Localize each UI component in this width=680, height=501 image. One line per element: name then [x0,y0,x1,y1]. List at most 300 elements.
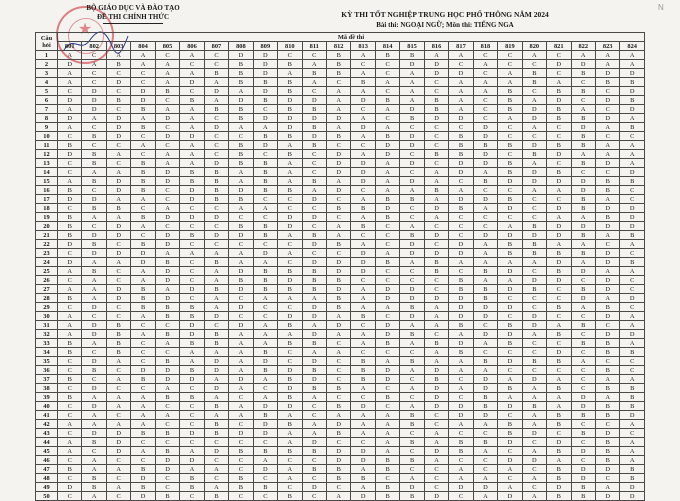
table-row [36,321,645,330]
answer-cell: B [498,321,522,330]
corner-mark: N [658,3,664,12]
answer-cell: D [253,87,277,96]
answer-cell: B [106,321,130,330]
answer-cell: C [498,294,522,303]
answer-cell: D [595,258,619,267]
answer-cell: D [106,222,130,231]
answer-cell: D [278,222,302,231]
answer-cell: D [302,312,326,321]
answer-cell: A [106,357,130,366]
answer-cell: C [204,132,228,141]
answer-cell: B [620,231,645,240]
answer-cell: A [400,321,424,330]
answer-cell: A [424,348,448,357]
answer-cell: D [106,78,130,87]
table-row [36,159,645,168]
answer-cell: C [595,168,619,177]
answer-cell: A [326,231,350,240]
answer-cell: A [278,411,302,420]
answer-cell: B [400,411,424,420]
answer-cell: A [131,141,155,150]
answer-cell: C [106,276,130,285]
exam-code-cell: 822 [571,42,595,51]
answer-cell: C [498,186,522,195]
answer-cell: D [106,123,130,132]
answer-cell: A [375,123,399,132]
answer-cell: A [522,159,546,168]
answer-cell: B [547,87,571,96]
answer-cell: A [400,384,424,393]
exam-code-cell: 816 [424,42,448,51]
answer-cell: B [278,186,302,195]
answer-cell: C [82,375,106,384]
answer-cell: C [522,483,546,492]
answer-cell: B [547,492,571,501]
answer-cell: D [620,105,645,114]
answer-cell: A [547,213,571,222]
answer-cell: C [204,51,228,60]
question-number: 4 [36,78,58,87]
answer-cell: B [595,384,619,393]
answer-cell: B [131,294,155,303]
answer-cell: D [278,123,302,132]
answer-cell: B [302,366,326,375]
answer-cell: C [180,60,204,69]
answer-cell: C [253,384,277,393]
question-number: 45 [36,447,58,456]
answer-cell: B [131,303,155,312]
answer-cell: A [58,420,82,429]
exam-code-cell: 809 [253,42,277,51]
answer-cell: B [106,330,130,339]
answer-cell: A [253,330,277,339]
answer-cell: A [351,213,375,222]
answer-cell: A [180,69,204,78]
answer-cell: D [449,69,473,78]
answer-cell: D [155,366,179,375]
answer-cell: A [155,159,179,168]
answer-cell: A [498,69,522,78]
answer-cell: B [131,213,155,222]
answer-cell: C [326,483,350,492]
table-row [36,213,645,222]
answer-cell: A [82,168,106,177]
exam-code-cell: 803 [106,42,130,51]
answer-cell: C [302,159,326,168]
answer-cell: B [253,483,277,492]
answer-cell: C [302,456,326,465]
answer-cell: D [547,150,571,159]
answer-cell: D [547,60,571,69]
answer-cell: A [473,366,497,375]
answer-cell: B [82,240,106,249]
answer-cell: A [58,330,82,339]
answer-cell: A [131,60,155,69]
answer-cell: B [351,78,375,87]
answer-cell: D [473,159,497,168]
answer-cell: A [106,465,130,474]
answer-cell: B [498,240,522,249]
answer-cell: A [82,294,106,303]
answer-cell: B [106,339,130,348]
answer-cell: C [620,303,645,312]
answer-cell: A [473,168,497,177]
answer-cell: B [473,402,497,411]
answer-cell: B [229,114,253,123]
answer-cell: C [522,267,546,276]
answer-cell: A [326,411,350,420]
answer-cell: C [571,330,595,339]
answer-cell: B [278,447,302,456]
answer-cell: A [106,393,130,402]
answer-cell: C [106,411,130,420]
question-number: 31 [36,321,58,330]
answer-cell: D [424,393,448,402]
answer-cell: C [155,348,179,357]
answer-cell: C [595,420,619,429]
answer-cell: B [106,348,130,357]
answer-cell: A [375,429,399,438]
answer-cell: B [375,339,399,348]
answer-cell: B [278,267,302,276]
answer-cell: A [449,78,473,87]
answer-cell: B [522,78,546,87]
answer-cell: A [571,51,595,60]
answer-cell: A [131,276,155,285]
answer-cell: D [253,60,277,69]
question-number: 37 [36,375,58,384]
answer-cell: B [571,249,595,258]
answer-cell: A [58,312,82,321]
answer-cell: D [498,267,522,276]
answer-cell: B [400,195,424,204]
answer-cell: A [449,258,473,267]
answer-cell: A [424,429,448,438]
answer-cell: A [424,456,448,465]
answer-cell: C [253,213,277,222]
answer-cell: D [547,177,571,186]
answer-cell: A [498,222,522,231]
answer-cell: B [278,132,302,141]
answer-cell: A [155,384,179,393]
table-row [36,393,645,402]
answer-cell: D [498,330,522,339]
answer-cell: B [449,438,473,447]
answer-cell: D [595,276,619,285]
answer-cell: B [278,375,302,384]
answer-cell: D [473,411,497,420]
answer-cell: A [278,159,302,168]
answer-cell: C [326,339,350,348]
answer-cell: C [180,492,204,501]
answer-cell: B [620,177,645,186]
answer-cell: B [547,141,571,150]
answer-cell: B [82,204,106,213]
answer-cell: D [180,375,204,384]
answer-cell: D [595,249,619,258]
answer-cell: C [155,51,179,60]
answer-cell: B [620,465,645,474]
answer-cell: A [620,321,645,330]
answer-cell: A [449,420,473,429]
answer-cell: C [58,357,82,366]
answer-cell: A [58,177,82,186]
answer-cell: C [498,123,522,132]
answer-cell: B [473,141,497,150]
answer-cell: D [302,303,326,312]
answer-cell: C [571,276,595,285]
answer-cell: B [424,375,448,384]
question-number: 22 [36,240,58,249]
answer-cell: A [522,384,546,393]
exam-code-cell: 823 [595,42,619,51]
answer-cell: C [58,411,82,420]
answer-cell: C [58,366,82,375]
answer-cell: C [400,168,424,177]
answer-cell: C [424,132,448,141]
table-row [36,492,645,501]
answer-cell: B [449,276,473,285]
answer-cell: D [571,447,595,456]
answer-cell: C [424,276,448,285]
answer-cell: C [180,384,204,393]
question-number: 43 [36,429,58,438]
answer-cell: C [620,195,645,204]
answer-cell: A [351,285,375,294]
answer-cell: C [58,384,82,393]
answer-cell: C [58,474,82,483]
table-row [36,105,645,114]
answer-cell: C [571,375,595,384]
answer-cell: B [204,195,228,204]
answer-cell: B [547,105,571,114]
exam-code-cell: 806 [180,42,204,51]
answer-cell: A [400,258,424,267]
answer-cell: B [424,258,448,267]
answer-cell: A [82,393,106,402]
answer-cell: A [106,195,130,204]
answer-cell: D [547,276,571,285]
answer-cell: D [351,258,375,267]
question-number: 30 [36,312,58,321]
table-row [36,276,645,285]
answer-cell: B [229,60,253,69]
answer-cell: B [58,339,82,348]
answer-cell: B [400,114,424,123]
answer-cell: B [473,267,497,276]
answer-cell: A [326,492,350,501]
answer-cell: A [131,51,155,60]
answer-cell: B [229,69,253,78]
answer-cell: A [58,267,82,276]
answer-cell: B [351,312,375,321]
answer-cell: B [326,429,350,438]
answer-cell: A [131,420,155,429]
answer-cell: D [424,366,448,375]
answer-cell: D [522,177,546,186]
answer-cell: C [58,159,82,168]
answer-cell: D [473,123,497,132]
answer-cell: A [449,186,473,195]
answer-cell: D [326,150,350,159]
answer-cell: A [595,123,619,132]
answer-cell: A [473,204,497,213]
answer-cell: C [375,402,399,411]
answer-cell: B [522,222,546,231]
answer-cell: D [620,213,645,222]
answer-cell: C [498,474,522,483]
answer-cell: D [595,429,619,438]
answer-cell: C [522,339,546,348]
answer-cell: B [229,474,253,483]
answer-cell: D [595,96,619,105]
answer-cell: A [498,78,522,87]
answer-cell: A [522,411,546,420]
answer-cell: C [326,78,350,87]
answer-cell: C [253,438,277,447]
table-row [36,474,645,483]
answer-cell: B [498,96,522,105]
answer-cell: B [547,114,571,123]
exam-code-cell: 821 [547,42,571,51]
answer-cell: C [58,249,82,258]
answer-cell: B [82,483,106,492]
answer-cell: A [204,393,228,402]
answer-cell: C [229,492,253,501]
answer-cell: D [571,474,595,483]
answer-cell: B [82,438,106,447]
answer-cell: B [449,141,473,150]
answer-cell: B [204,105,228,114]
answer-cell: A [449,96,473,105]
answer-cell: D [595,159,619,168]
answer-cell: B [229,159,253,168]
answer-cell: A [204,303,228,312]
answer-cell: D [253,114,277,123]
answer-cell: B [498,384,522,393]
answer-cell: A [498,465,522,474]
answer-cell: C [58,402,82,411]
answer-cell: B [595,438,619,447]
answer-cell: A [278,69,302,78]
answer-cell: B [571,195,595,204]
answer-cell: B [229,141,253,150]
answer-cell: C [204,456,228,465]
answer-cell: A [351,294,375,303]
answer-cell: C [375,60,399,69]
answer-cell: C [424,78,448,87]
answer-cell: A [351,411,375,420]
answer-cell: D [620,87,645,96]
answer-cell: D [155,465,179,474]
answer-cell: B [302,465,326,474]
answer-cell: D [131,96,155,105]
answer-cell: B [253,177,277,186]
answer-cell: A [400,402,424,411]
answer-cell: C [449,375,473,384]
answer-cell: B [278,492,302,501]
answer-cell: D [131,366,155,375]
answer-cell: A [229,204,253,213]
answer-cell: C [473,114,497,123]
answer-cell: D [522,168,546,177]
answer-cell: C [106,366,130,375]
answer-cell: C [375,222,399,231]
answer-cell: C [204,438,228,447]
answer-cell: B [229,222,253,231]
answer-cell: C [498,411,522,420]
answer-cell: A [595,51,619,60]
answer-cell: D [400,285,424,294]
answer-cell: D [424,60,448,69]
answer-cell: B [131,159,155,168]
answer-cell: A [498,276,522,285]
answer-cell: D [82,330,106,339]
answer-cell: C [204,240,228,249]
answer-cell: A [180,51,204,60]
answer-cell: C [571,384,595,393]
table-row [36,366,645,375]
answer-cell: D [253,429,277,438]
answer-cell: B [620,393,645,402]
answer-cell: D [302,132,326,141]
answer-cell: A [155,60,179,69]
answer-cell: D [326,447,350,456]
answer-cell: C [547,294,571,303]
answer-cell: C [620,357,645,366]
answer-cell: A [351,240,375,249]
answer-cell: A [375,78,399,87]
answer-cell: D [547,483,571,492]
answer-cell: B [180,366,204,375]
answer-cell: C [326,366,350,375]
answer-cell: C [400,267,424,276]
answer-cell: D [400,177,424,186]
answer-cell: C [229,132,253,141]
answer-cell: D [229,375,253,384]
answer-cell: A [204,249,228,258]
answer-cell: B [375,258,399,267]
answer-cell: D [106,429,130,438]
answer-cell: A [375,420,399,429]
answer-cell: B [620,474,645,483]
answer-cell: D [522,312,546,321]
answer-cell: C [522,348,546,357]
answer-cell: A [106,420,130,429]
answer-cell: C [180,438,204,447]
answer-cell: C [278,357,302,366]
answer-cell: B [131,186,155,195]
answer-cell: D [302,114,326,123]
answer-cell: A [400,366,424,375]
question-number: 23 [36,249,58,258]
answer-cell: B [155,258,179,267]
answer-cell: D [571,402,595,411]
answer-cell: A [424,195,448,204]
answer-cell: D [620,69,645,78]
answer-cell: B [620,78,645,87]
table-row [36,96,645,105]
answer-cell: B [498,339,522,348]
answer-cell: C [204,60,228,69]
answer-cell: D [400,240,424,249]
answer-cell: B [302,447,326,456]
answer-cell: A [229,168,253,177]
answer-cell: C [58,492,82,501]
answer-cell: D [375,366,399,375]
answer-cell: D [82,429,106,438]
exam-code-row [36,42,645,51]
